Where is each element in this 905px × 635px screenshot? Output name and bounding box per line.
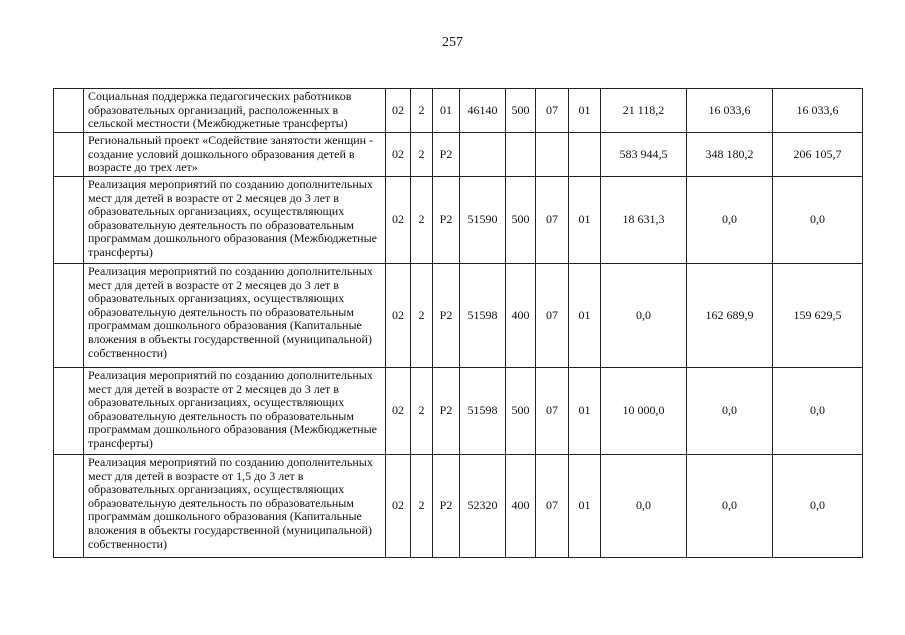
area-code: 01 xyxy=(433,89,460,133)
amount-year-2: 162 689,9 xyxy=(687,264,773,368)
section-code: 07 xyxy=(536,264,569,368)
area-code: Р2 xyxy=(433,133,460,177)
amount-year-3: 159 629,5 xyxy=(773,264,863,368)
table-row xyxy=(54,89,863,133)
amount-year-2: 348 180,2 xyxy=(687,133,773,177)
amount-year-3: 206 105,7 xyxy=(773,133,863,177)
table-row xyxy=(54,455,863,558)
item-name: Реализация мероприятий по созданию дополнительных мест для детей в возрасте от 1,5 до 3 лет в образовательных организациях, осуществляющих образовательную деятельность по образовательным программам дошкольного образования (Капитальные вложения в объекты государственной (муниципальной) собственности) xyxy=(84,455,386,558)
program-code: 02 xyxy=(386,177,411,264)
expense-type-code: 400 xyxy=(506,264,536,368)
subprogram-code: 2 xyxy=(411,177,433,264)
program-code: 02 xyxy=(386,455,411,558)
table-row xyxy=(54,133,863,177)
direction-code: 51598 xyxy=(460,264,506,368)
expense-type-code: 500 xyxy=(506,89,536,133)
subprogram-code: 2 xyxy=(411,89,433,133)
area-code: Р2 xyxy=(433,368,460,455)
section-code: 07 xyxy=(536,89,569,133)
direction-code: 52320 xyxy=(460,455,506,558)
direction-code xyxy=(460,133,506,177)
subprogram-code: 2 xyxy=(411,368,433,455)
program-code: 02 xyxy=(386,133,411,177)
direction-code: 51590 xyxy=(460,177,506,264)
amount-year-1: 0,0 xyxy=(601,455,687,558)
amount-year-3: 16 033,6 xyxy=(773,89,863,133)
program-code: 02 xyxy=(386,368,411,455)
item-name: Реализация мероприятий по созданию дополнительных мест для детей в возрасте от 2 месяцев до 3 лет в образовательных организациях, осуществляющих образовательную деятельность по образовательным программам дошкольного образования (Капитальные вложения в объекты государственной (муниципальной) собственности) xyxy=(84,264,386,368)
subprogram-code: 2 xyxy=(411,264,433,368)
table-row xyxy=(54,368,863,455)
amount-year-1: 21 118,2 xyxy=(601,89,687,133)
expense-type-code: 500 xyxy=(506,177,536,264)
area-code: Р2 xyxy=(433,455,460,558)
index-cell xyxy=(54,177,84,264)
area-code: Р2 xyxy=(433,177,460,264)
item-name: Реализация мероприятий по созданию дополнительных мест для детей в возрасте от 2 месяцев до 3 лет в образовательных организациях, осуществляющих образовательную деятельность по образовательным программам дошкольного образования (Межбюджетные трансферты) xyxy=(84,177,386,264)
program-code: 02 xyxy=(386,264,411,368)
expense-type-code: 500 xyxy=(506,368,536,455)
amount-year-1: 583 944,5 xyxy=(601,133,687,177)
table-row xyxy=(54,177,863,264)
amount-year-2: 0,0 xyxy=(687,455,773,558)
subsection-code: 01 xyxy=(569,368,601,455)
direction-code: 51598 xyxy=(460,368,506,455)
subprogram-code: 2 xyxy=(411,133,433,177)
index-cell xyxy=(54,455,84,558)
section-code: 07 xyxy=(536,177,569,264)
expense-type-code xyxy=(506,133,536,177)
amount-year-2: 16 033,6 xyxy=(687,89,773,133)
expense-type-code: 400 xyxy=(506,455,536,558)
section-code: 07 xyxy=(536,368,569,455)
subsection-code: 01 xyxy=(569,455,601,558)
amount-year-2: 0,0 xyxy=(687,368,773,455)
page-number: 257 xyxy=(442,35,463,50)
amount-year-3: 0,0 xyxy=(773,177,863,264)
section-code xyxy=(536,133,569,177)
amount-year-2: 0,0 xyxy=(687,177,773,264)
index-cell xyxy=(54,368,84,455)
index-cell xyxy=(54,264,84,368)
budget-table xyxy=(53,88,863,558)
section-code: 07 xyxy=(536,455,569,558)
subsection-code: 01 xyxy=(569,264,601,368)
program-code: 02 xyxy=(386,89,411,133)
item-name: Социальная поддержка педагогических работников образовательных организаций, расположенных в сельской местности (Межбюджетные трансферты) xyxy=(84,89,386,133)
amount-year-1: 0,0 xyxy=(601,264,687,368)
direction-code: 46140 xyxy=(460,89,506,133)
item-name: Региональный проект «Содействие занятости женщин - создание условий дошкольного образования детей в возрасте до трех лет» xyxy=(84,133,386,177)
amount-year-1: 10 000,0 xyxy=(601,368,687,455)
index-cell xyxy=(54,89,84,133)
subsection-code: 01 xyxy=(569,89,601,133)
index-cell xyxy=(54,133,84,177)
area-code: Р2 xyxy=(433,264,460,368)
amount-year-1: 18 631,3 xyxy=(601,177,687,264)
table-row xyxy=(54,264,863,368)
subsection-code: 01 xyxy=(569,177,601,264)
item-name: Реализация мероприятий по созданию дополнительных мест для детей в возрасте от 2 месяцев до 3 лет в образовательных организациях, осуществляющих образовательную деятельность по образовательным программам дошкольного образования (Межбюджетные трансферты) xyxy=(84,368,386,455)
amount-year-3: 0,0 xyxy=(773,455,863,558)
subprogram-code: 2 xyxy=(411,455,433,558)
amount-year-3: 0,0 xyxy=(773,368,863,455)
subsection-code xyxy=(569,133,601,177)
